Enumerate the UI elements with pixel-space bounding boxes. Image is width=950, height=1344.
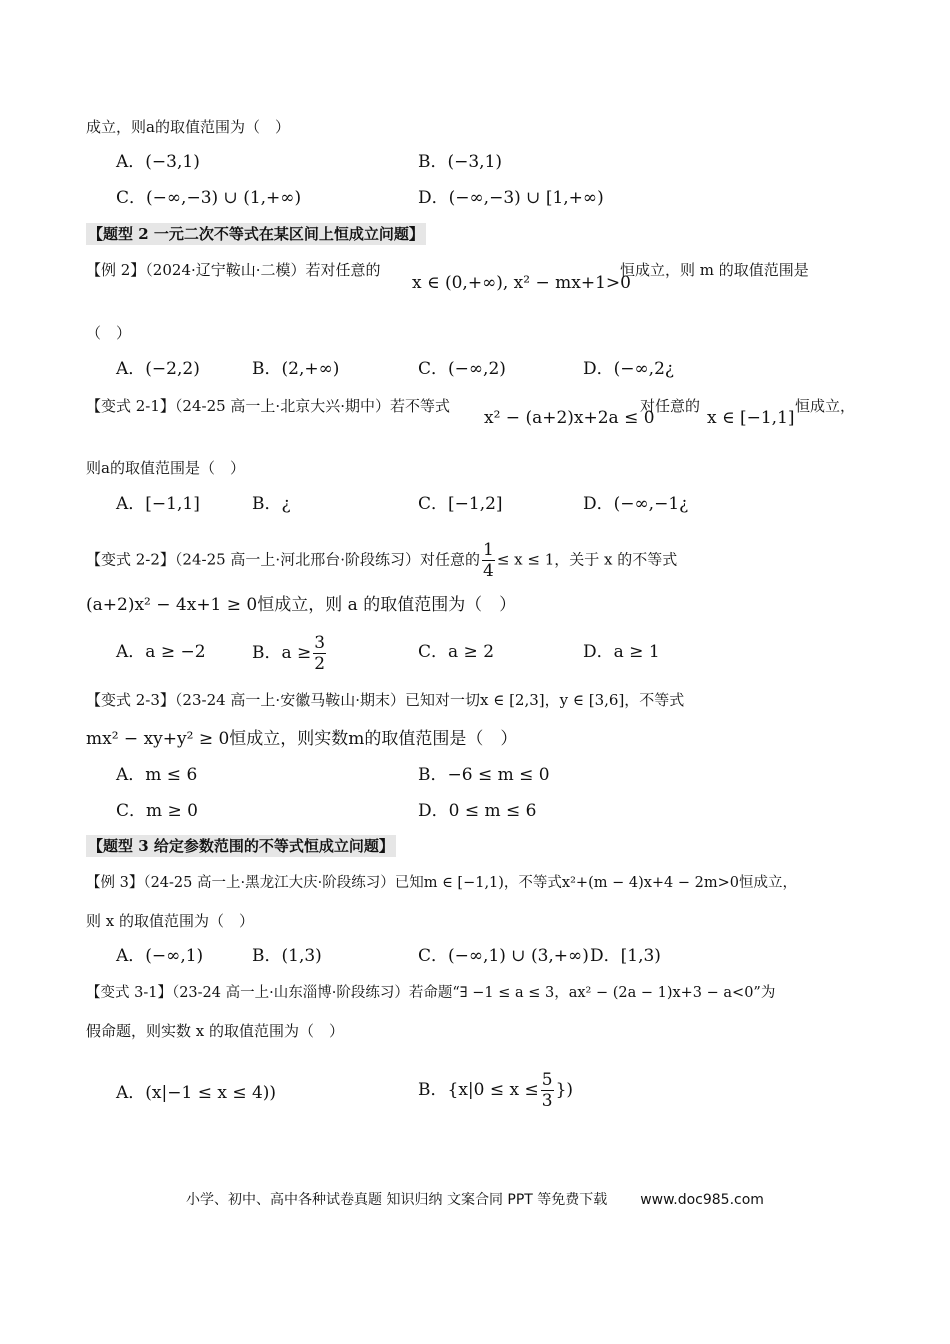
page-footer — [0, 1190, 950, 1210]
example-3-option-a: A．(−∞,1) — [116, 946, 204, 966]
example-3-question: 则 x 的取值范围为（ ） — [86, 912, 254, 930]
variant-2-3-option-a: A．m ≤ 6 — [116, 765, 198, 785]
example-2-option-d: D．(−∞,2¿ — [583, 359, 675, 379]
variant-3-1-lead: 【变式 3-1】（23-24 高一上·山东淄博·阶段练习）若命题“∃ −1 ≤ a ≤ 3，ax² − (2a − 1)x+3 − a<0”为 — [86, 985, 776, 1001]
section-heading-3: 【题型 3 给定参数范围的不等式恒成立问题】 — [88, 837, 394, 855]
variant-2-3-lead: 【变式 2-3】（23-24 高一上·安徽马鞍山·期末）已知对一切x ∈ [2,3]，y ∈ [3,6]，不等式 — [86, 691, 685, 709]
variant-3-1-option-b — [418, 1070, 573, 1111]
variant-3-1-option-b-label: B． — [418, 1080, 448, 1100]
variant-2-2-lead-tail: ≤ x ≤ 1，关于 x 的不等式 — [496, 550, 678, 569]
variant-2-1-tail: 恒成立， — [795, 397, 856, 415]
variant-2-2-option-d: D．a ≥ 1 — [583, 642, 660, 662]
variant-2-3-option-d: D．0 ≤ m ≤ 6 — [418, 801, 537, 821]
question-intro: 成立，则a的取值范围为（ ） — [86, 118, 290, 136]
variant-2-1-question: 则a的取值范围是（ ） — [86, 459, 245, 477]
variant-3-1-option-a: A．(x|−1 ≤ x ≤ 4)) — [116, 1083, 277, 1103]
example-2-option-b: B．(2,+∞) — [252, 359, 340, 379]
footer-site-link[interactable]: www.doc985.com — [640, 1192, 764, 1208]
example-3-option-c: C．(−∞,1) ∪ (3,+∞) — [418, 946, 589, 966]
variant-2-1-option-a: A．[−1,1] — [116, 494, 200, 514]
variant-2-3-option-b: B．−6 ≤ m ≤ 0 — [418, 765, 550, 785]
example-2-tail: 恒成立，则 m 的取值范围是 — [620, 261, 809, 279]
variant-3-1-option-b-fraction — [541, 1070, 554, 1111]
section-heading-2: 【题型 2 一元二次不等式在某区间上恒成立问题】 — [88, 225, 424, 243]
variant-2-2-option-b-fraction — [313, 633, 326, 674]
variant-2-2-option-b — [252, 633, 328, 674]
variant-2-2-lead-text: 【变式 2-2】（24-25 高一上·河北邢台·阶段练习）对任意的 — [86, 550, 480, 569]
variant-2-1-math2: x ∈ [−1,1] — [707, 408, 795, 428]
variant-2-2-lead — [86, 540, 677, 581]
variant-2-1-mid: 对任意的 — [640, 397, 701, 415]
variant-2-3-question: mx² − xy+y² ≥ 0恒成立，则实数m的取值范围是（ ） — [86, 729, 518, 749]
variant-3-1-option-b-set: {x|0 ≤ x ≤ — [447, 1080, 539, 1100]
example-2-option-c: C．(−∞,2) — [418, 359, 506, 379]
example-3-option-b: B．(1,3) — [252, 946, 322, 966]
example-2-paren: （ ） — [86, 324, 132, 342]
fraction-numerator: 1 — [482, 540, 494, 560]
variant-2-1-math: x² − (a+2)x+2a ≤ 0 — [484, 408, 655, 428]
fraction-denominator: 2 — [314, 654, 326, 674]
variant-2-1-option-d: D．(−∞,−1¿ — [583, 494, 689, 514]
example-3-option-d: D．[1,3) — [590, 946, 661, 966]
variant-2-2-question: (a+2)x² − 4x+1 ≥ 0恒成立，则 a 的取值范围为（ ） — [86, 595, 517, 615]
example-3-lead: 【例 3】（24-25 高一上·黑龙江大庆·阶段练习）已知m ∈ [−1,1)，不等式x²+(m − 4)x+4 − 2m>0恒成立， — [86, 875, 798, 891]
variant-2-2-fraction — [482, 540, 495, 581]
option-a: A．(−3,1) — [116, 152, 200, 172]
fraction-denominator: 4 — [482, 561, 494, 581]
fraction-numerator: 5 — [541, 1070, 553, 1090]
variant-2-2-option-a: A．a ≥ −2 — [116, 642, 206, 662]
variant-2-2-option-c: C．a ≥ 2 — [418, 642, 495, 662]
option-b: B．(−3,1) — [418, 152, 503, 172]
variant-3-1-question: 假命题，则实数 x 的取值范围为（ ） — [86, 1022, 344, 1040]
variant-2-3-option-c: C．m ≥ 0 — [116, 801, 198, 821]
fraction-numerator: 3 — [314, 633, 326, 653]
variant-3-1-option-b-close: }) — [555, 1080, 574, 1100]
fraction-denominator: 3 — [541, 1091, 553, 1111]
example-2-option-a: A．(−2,2) — [116, 359, 200, 379]
variant-2-2-option-b-text: B．a ≥ — [252, 643, 312, 663]
option-c: C．(−∞,−3) ∪ (1,+∞) — [116, 188, 302, 208]
footer-text: 小学、初中、高中各种试卷真题 知识归纳 文案合同 PPT 等免费下载 — [186, 1192, 608, 1208]
option-d: D．(−∞,−3) ∪ [1,+∞) — [418, 188, 604, 208]
example-2-math: x ∈ (0,+∞), x² − mx+1>0 — [412, 273, 631, 293]
variant-2-1-lead: 【变式 2-1】（24-25 高一上·北京大兴·期中）若不等式 — [86, 397, 450, 415]
variant-2-1-option-b: B．¿ — [252, 494, 291, 514]
example-2-lead: 【例 2】（2024·辽宁鞍山·二模）若对任意的 — [86, 261, 381, 279]
variant-2-1-option-c: C．[−1,2] — [418, 494, 503, 514]
